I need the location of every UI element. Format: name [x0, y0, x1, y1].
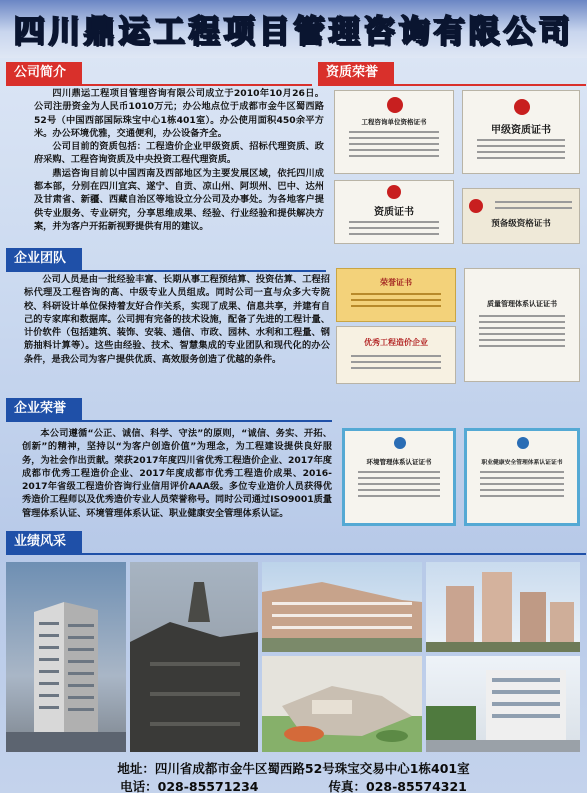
certificate-engineering-consulting: 工程咨询单位资格证书: [334, 90, 454, 174]
section-projects-rule: [6, 553, 586, 555]
section-qualification-label: 资质荣誉: [318, 62, 394, 84]
emblem-icon: [394, 437, 406, 449]
honor-text: [22, 427, 332, 520]
company-title: 四川鼎运工程项目管理咨询有限公司: [13, 14, 574, 50]
intro-text: [34, 87, 324, 233]
certificate-class-a: 甲级资质证书: [462, 90, 580, 174]
section-team-label: 企业团队: [6, 248, 82, 270]
contact-footer: [0, 757, 587, 793]
certificate-preliminary: 预备级资格证书: [462, 188, 580, 244]
certificate-qualification: 资质证书: [334, 180, 454, 244]
project-photo-pagoda: [130, 562, 258, 752]
section-honor-label: 企业荣誉: [6, 398, 82, 420]
certificate-health-safety: 职业健康安全管理体系认证证书: [464, 428, 580, 526]
emblem-icon: [517, 437, 529, 449]
emblem-icon: [469, 199, 483, 213]
section-honor-rule: [6, 420, 332, 422]
emblem-icon: [387, 97, 403, 113]
section-projects-label: 业绩风采: [6, 531, 82, 553]
emblem-icon: [387, 185, 401, 199]
project-photo-residential: [426, 562, 580, 652]
intro-text-paragraph: 四川鼎运工程项目管理咨询有限公司成立于2010年10月26日。公司注册资金为人民币1010万元；办公地点位于成都市金牛区蜀西路52号（中国西部国际珠宝中心1栋401室）。办公使用面积450余平方米。办公环境优雅，交通便利，办公设备齐全。: [34, 88, 324, 139]
certificate-excellent-cost: 优秀工程造价企业: [336, 326, 456, 384]
certificate-honor: 荣誉证书: [336, 268, 456, 322]
footer-phone: 电话：028-85571234: [120, 779, 259, 793]
section-intro-label: 公司简介: [6, 62, 82, 84]
project-photo-aerial-render: [262, 656, 422, 752]
footer-fax: 传真：028-85574321: [328, 779, 467, 793]
footer-phone-fax: [0, 777, 587, 793]
emblem-icon: [514, 99, 530, 115]
honor-text-paragraph: 本公司遵循“公正、诚信、科学、守法”的原则，“诚信、务实、开拓、创新”的精神，坚持以“为客户创造价值”为理念，为工程建设提供良好服务，为社会作出贡献。荣获2017年度四川省优秀工程造价企业、2017年度成都市优秀工程造价企业、2017年度成都市优秀工程造价成果、2016-2017年省级工程造价咨询行业信用评价AAA级。多位专业造价人员获得优秀造价工程师以及优秀造价专业人员荣誉称号。同时公司通过ISO9001质量管理体系认证、环境管理体系认证、职业健康安全管理体系认证。: [22, 428, 332, 519]
section-qualification-rule: [318, 84, 586, 86]
intro-text-paragraph: 鼎运咨询目前以中国西南及西部地区为主要发展区域，依托四川成都本部，分别在四川宜宾、遂宁、自贡、凉山州、阿坝州、巴中、达州及甘肃省、新疆、西藏自治区等地设立分公司及办事处。为各地客户提供专业服务、专业研究，分享思维成果、经验、行业经验和提供解决方案，并为客户开拓新视野提供有用的建议。: [34, 167, 324, 232]
certificate-quality-system: 质量管理体系认证证书: [464, 268, 580, 382]
project-photo-campus: [262, 562, 422, 652]
team-text: [24, 273, 330, 366]
certificate-environment: 环境管理体系认证证书: [342, 428, 456, 526]
footer-address: 地址：四川省成都市金牛区蜀西路52号珠宝交易中心1栋401室: [117, 761, 470, 776]
section-intro-rule: [6, 84, 312, 86]
section-team-rule: [6, 270, 326, 272]
project-photo-hospital: [426, 656, 580, 752]
intro-text-paragraph: 公司目前的资质包括：工程造价企业甲级资质、招标代理资质、政府采购、工程咨询资质及中央投资工程代理资质。: [34, 141, 324, 166]
project-photo-tower: [6, 562, 126, 752]
team-text-paragraph: 公司人员是由一批经验丰富、长期从事工程预结算、投资估算、工程招标代理及工程咨询的高、中级专业人员组成。同时公司一直与众多大专院校、科研设计单位保持着友好合作关系，实现了成果、信息共享，并建有自己的专家库和数据库。公司拥有完备的技术设施，配备了先进的工程计量、计价软件（包括建筑、装饰、安装、通信、市政、园林、水利和工程量、钢筋抽料计算等）。这些由经验、技术、智慧集成的专业团队和现代化的办公条件，是我公司为客户提供优质、高效服务创造了优越的条件。: [24, 274, 330, 365]
